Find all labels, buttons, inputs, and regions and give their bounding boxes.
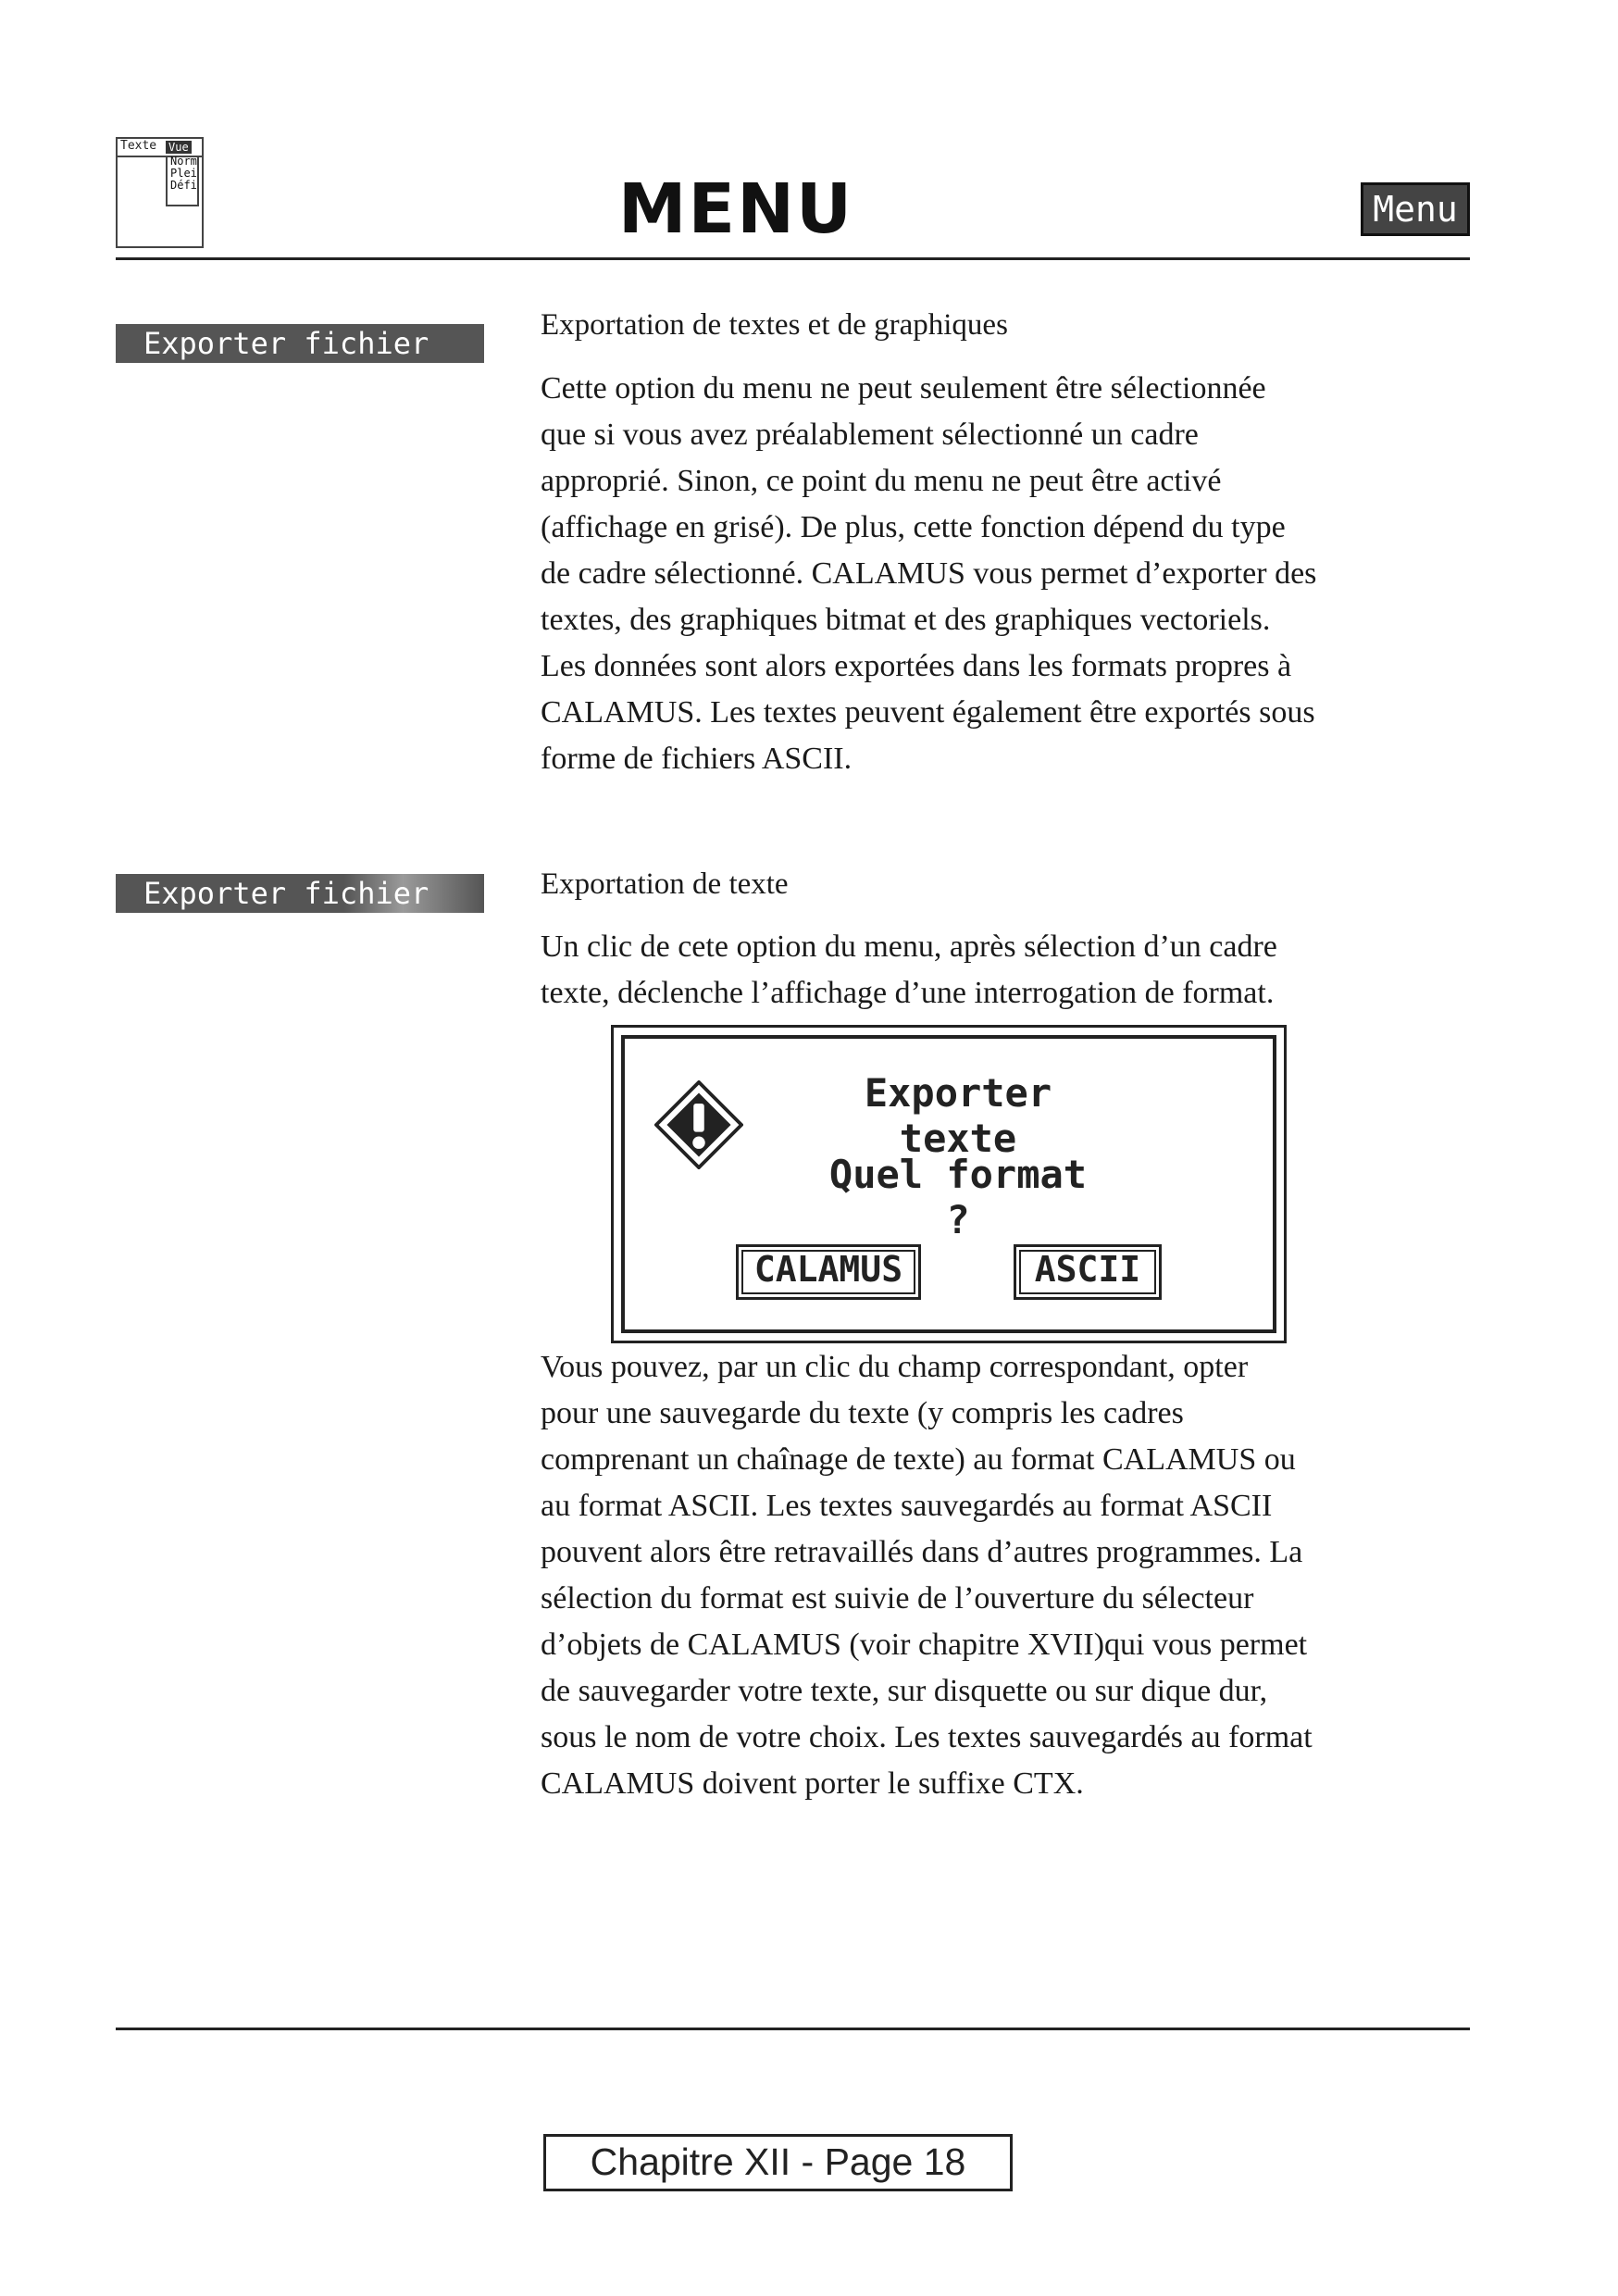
menu-bar-texte: Texte (120, 139, 157, 153)
text-line: CALAMUS. Les textes peuvent également être exportés sous (541, 695, 1315, 730)
text-line: texte, déclenche l’affichage d’une interrogation de format. (541, 976, 1275, 1010)
text-line: Un clic de cete option du menu, après sélection d’un cadre (541, 930, 1277, 964)
text-line: approprié. Sinon, ce point du menu ne peut être activé (541, 464, 1222, 498)
menu-item-norm: Norm (170, 155, 197, 168)
header-rule (116, 257, 1470, 260)
body-paragraph (541, 1344, 1470, 1807)
calamus-button[interactable]: CALAMUS (736, 1244, 921, 1300)
text-line: pour une sauvegarde du texte (y compris les cadres (541, 1396, 1184, 1430)
text-line: comprenant un chaînage de texte) au format CALAMUS ou (541, 1442, 1296, 1477)
section-heading-2: Exportation de texte (541, 867, 789, 901)
text-line: textes, des graphiques bitmat et des graphiques vectoriels. (541, 603, 1271, 637)
text-line: (affichage en grisé). De plus, cette fonction dépend du type (541, 510, 1286, 544)
footer-rule (116, 2028, 1470, 2030)
text-line: pouvent alors être retravaillés dans d’autres programmes. La (541, 1535, 1303, 1569)
menu-item-plei: Plei (170, 167, 197, 180)
ascii-button[interactable]: ASCII (1014, 1244, 1162, 1300)
dialog-title: Exporter texte (864, 1070, 1052, 1161)
text-line: forme de fichiers ASCII. (541, 742, 853, 776)
side-label-exporter-fichier: Exporter fichier (116, 324, 484, 363)
side-label-exporter-fichier-2: Exporter fichier (116, 874, 484, 913)
section-heading: Exportation de textes et de graphiques (541, 308, 1008, 342)
section-paragraph (541, 366, 1470, 782)
menu-item-defi: Défi (170, 179, 197, 192)
page-title: MENU (617, 169, 854, 249)
text-line: de cadre sélectionné. CALAMUS vous permet d’exporter des (541, 556, 1317, 591)
dialog-frame (621, 1035, 1276, 1333)
dialog-question: Quel format ? (828, 1152, 1088, 1242)
page-number: Chapitre XII - Page 18 (543, 2134, 1013, 2191)
warning-icon (654, 1080, 743, 1169)
text-line: d’objets de CALAMUS (voir chapitre XVII)qui vous permet (541, 1628, 1308, 1662)
intro-paragraph (541, 924, 1470, 1017)
text-line: sélection du format est suivie de l’ouverture du sélecteur (541, 1581, 1254, 1616)
text-line: CALAMUS doivent porter le suffixe CTX. (541, 1766, 1084, 1801)
menu-bar-vue: Vue (166, 141, 192, 154)
text-line: que si vous avez préalablement sélectionné un cadre (541, 418, 1199, 452)
text-line: au format ASCII. Les textes sauvegardés au format ASCII (541, 1489, 1273, 1523)
text-line: sous le nom de votre choix. Les textes sauvegardés au format (541, 1720, 1313, 1754)
text-line: de sauvegarder votre texte, sur disquette ou sur dique dur, (541, 1674, 1268, 1708)
export-format-dialog (611, 1025, 1287, 1343)
menu-badge: Menu (1361, 182, 1470, 236)
text-line: Les données sont alors exportées dans les formats propres à (541, 649, 1292, 683)
text-line: Vous pouvez, par un clic du champ correspondant, opter (541, 1350, 1249, 1384)
text-line: Cette option du menu ne peut seulement être sélectionnée (541, 371, 1266, 406)
